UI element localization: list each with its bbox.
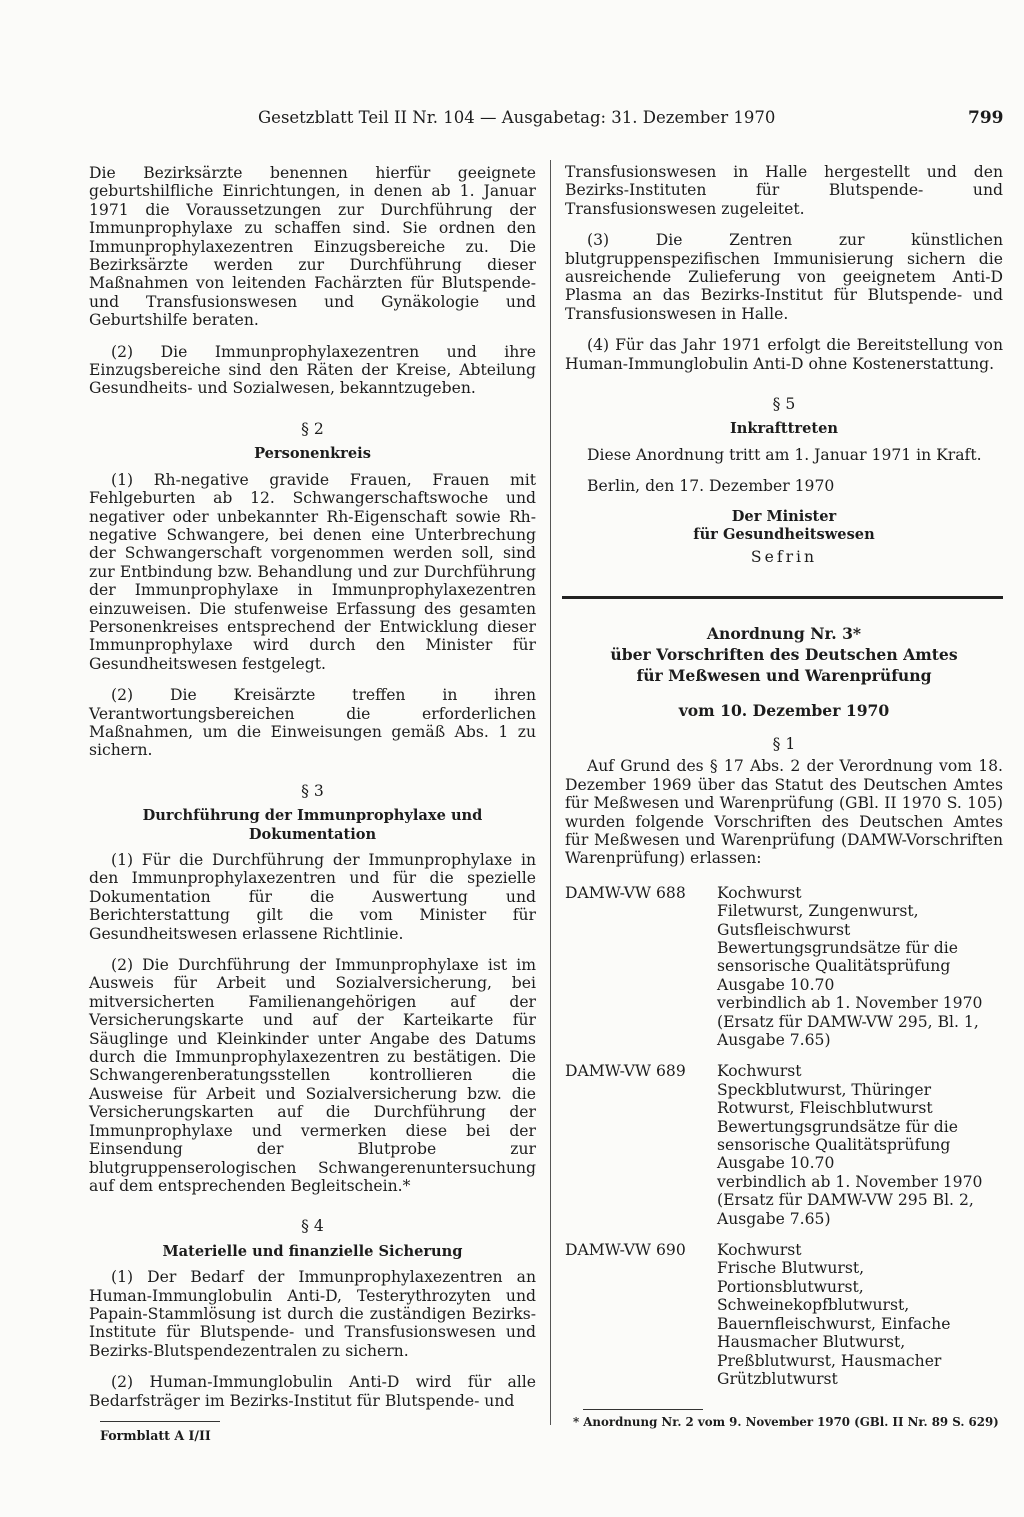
signature-title-2: für Gesundheitswesen — [693, 526, 875, 544]
dawm-edition: Ausgabe 10.70 — [717, 1154, 835, 1173]
section-1-text: Auf Grund des § 17 Abs. 2 der Verordnung vom 18. Dezember 1969 über das Statut des Deutschen Amtes für Meßwesen und Warenprüfung (GBl. II 1970 S. 105) wurden folgende Vorschriften des Deutschen Amtes für Meßwesen und Warenprüfung (DAMW-Vorschriften Warenprüfung) erlassen: — [565, 757, 1003, 868]
dawm-binding: verbindlich ab 1. November 1970 — [717, 1172, 983, 1191]
ordinance-title — [565, 623, 1003, 686]
ordinance-title-line-1: Anordnung Nr. 3* — [706, 623, 862, 643]
dawm-details — [717, 884, 1003, 1050]
section-4-title: Materielle und finanzielle Sicherung — [162, 1242, 463, 1260]
footnote-rule — [100, 1421, 220, 1422]
section-3-paragraph-2: (2) Die Durchführung der Immunprophylaxe ist im Ausweis für Arbeit und Sozialversicherung, bei mitversicherten Familienangehörigen auf der Versicherungskarte und auf der Karteikarte für Säuglinge und Kleinkinder unter Angabe des Datums durch die Immunprophylaxezentren zu bestätigen. Die Schwangerenberatungsstellen kontrollieren die Ausweise für Arbeit und Sozialversicherung bzw. die Versicherungskarten auf die Durchführung der Immunprophylaxe und vermerken diese bei der Einsendung der Blutprobe zur blutgruppenserologischen Schwangerenuntersuchung auf dem entsprechenden Begleitschein.* — [89, 956, 536, 1195]
dawm-details — [717, 1062, 1003, 1228]
dawm-binding: verbindlich ab 1. November 1970 — [717, 994, 983, 1013]
section-separator — [562, 596, 1003, 599]
footnote-right — [573, 1409, 1013, 1429]
dawm-principles: Bewertungsgrundsätze für die sensorische Qualitätsprüfung — [717, 938, 958, 976]
dawm-edition: Ausgabe 10.70 — [717, 975, 835, 994]
section-3-title-line-1: Durchführung der Immunprophylaxe und — [142, 807, 483, 825]
section-5-title: Inkrafttreten — [729, 420, 839, 438]
ordinance-title-line-2: über Vorschriften des Deutschen Amtes — [610, 644, 958, 664]
section-3-title-line-2: Dokumentation — [248, 825, 377, 843]
dawm-code: DAMW-VW 688 — [565, 883, 686, 902]
signature-title-1: Der Minister — [731, 507, 837, 525]
footnote-left — [100, 1421, 250, 1443]
dawm-name: Kochwurst — [717, 1241, 802, 1260]
dawm-name: Kochwurst — [717, 883, 802, 902]
paragraph-1-2: (2) Die Immunprophylaxezentren und ihre Einzugsbereiche sind den Räten der Kreise, Abteilung Gesundheits- und Sozialwesen, bekanntzugeben. — [89, 342, 536, 398]
page-number: 799 — [968, 108, 1004, 128]
dawm-code: DAMW-VW 689 — [565, 1062, 686, 1081]
section-1-number: § 1 — [772, 734, 796, 753]
paragraph-intro: Die Bezirksärzte benennen hierfür geeignete geburtshilfliche Einrichtungen, in denen ab 1. Januar 1971 die Voraussetzungen zur Durchführung der Immunprophylaxe zu schaffen sind. Sie ordnen den Immunprophylaxezentren Einzugsbereiche zu. Die Bezirksärzte werden zur Durchführung dieser Maßnahmen von leitenden Fachärzten für Blutspende- und Transfusionswesen und Gynäkologie und Geburtshilfe beraten. — [89, 164, 536, 330]
place-and-date: Berlin, den 17. Dezember 1970 — [587, 477, 835, 496]
paragraph-4: (4) Für das Jahr 1971 erfolgt die Bereitstellung von Human-Immunglobulin Anti-D ohne Kostenerstattung. — [565, 336, 1003, 373]
column-divider — [550, 160, 551, 1425]
section-5-number: § 5 — [772, 395, 796, 414]
dawm-products: Speckblutwurst, Thüringer Rotwurst, Fleischblutwurst — [717, 1080, 933, 1118]
section-2-paragraph-2: (2) Die Kreisärzte treffen in ihren Verantwortungsbereichen die erforderlichen Maßnahmen, um die Einweisungen gemäß Abs. 1 zu sichern. — [89, 686, 536, 760]
dawm-entry-689 — [565, 1062, 1003, 1228]
dawm-products: Filetwurst, Zungenwurst, Gutsfleischwurst — [717, 902, 919, 939]
ordinance-title-line-3: für Meßwesen und Warenprüfung — [636, 665, 932, 685]
section-3-number: § 3 — [301, 781, 324, 800]
ordinance-date: vom 10. Dezember 1970 — [678, 700, 890, 720]
dawm-details — [717, 1241, 1003, 1388]
right-column — [565, 163, 1003, 1388]
section-3-paragraph-1: (1) Für die Durchführung der Immunprophylaxe in den Immunprophylaxezentren und für die spezielle Dokumentation für die Auswertung und Berichterstattung gilt die vom Minister für Gesundheitswesen erlassene Richtlinie. — [89, 851, 536, 943]
paragraph-continued: Transfusionswesen in Halle hergestellt und den Bezirks-Instituten für Blutspende- und Transfusionswesen zugeleitet. — [565, 163, 1003, 218]
footnote-text: * Anordnung Nr. 2 vom 9. November 1970 (GBl. II Nr. 89 S. 629) — [573, 1415, 999, 1429]
section-5-text: Diese Anordnung tritt am 1. Januar 1971 in Kraft. — [587, 445, 982, 464]
dawm-code: DAMW-VW 690 — [565, 1241, 686, 1260]
section-4-paragraph-1: (1) Der Bedarf der Immunprophylaxezentren an Human-Immunglobulin Anti-D, Testerythrozyten und Papain-Stammlösung ist durch die zuständigen Bezirks-Institute für Blutspende- und Transfusionswesen und Bezirks-Blutspendezentralen zu sichern. — [89, 1268, 536, 1360]
dawm-entry-690 — [565, 1241, 1003, 1388]
form-reference: Formblatt A I/II — [100, 1428, 211, 1443]
dawm-products: Frische Blutwurst, Portionsblutwurst, Schweinekopfblutwurst, Bauernfleischwurst, Einfache Hausmacher Blutwurst, Preßblutwurst, Hausmacher Grützblutwurst — [717, 1259, 951, 1388]
page-header — [258, 108, 1008, 127]
dawm-replacement: (Ersatz für DAMW-VW 295, Bl. 1, Ausgabe 7.65) — [717, 1012, 979, 1049]
signature-name: Sefrin — [750, 547, 818, 566]
section-2-number: § 2 — [301, 419, 324, 438]
dawm-replacement: (Ersatz für DAMW-VW 295 Bl. 2, Ausgabe 7.65) — [717, 1191, 974, 1228]
paragraph-3: (3) Die Zentren zur künstlichen blutgruppenspezifischen Immunisierung sichern die ausreichende Zulieferung von geeignetem Anti-D Plasma an das Bezirks-Institut für Blutspende- und Transfusionswesen in Halle. — [565, 231, 1003, 323]
section-4-number: § 4 — [301, 1217, 324, 1236]
section-2-title: Personenkreis — [254, 445, 371, 463]
section-4-paragraph-2: (2) Human-Immunglobulin Anti-D wird für alle Bedarfsträger im Bezirks-Institut für Blutspende- und — [89, 1373, 536, 1410]
dawm-principles: Bewertungsgrundsätze für die sensorische Qualitätsprüfung — [717, 1117, 958, 1155]
dawm-name: Kochwurst — [717, 1062, 802, 1081]
dawm-entry-688 — [565, 884, 1003, 1050]
section-2-paragraph-1: (1) Rh-negative gravide Frauen, Frauen mit Fehlgeburten ab 12. Schwangerschaftswoche und negativer oder unbekannter Rh-Eigenschaft sowie Rh-negative Schwangere, bei denen eine Unterbrechung der Schwangerschaft vorgenommen werden soll, sind zur Entbindung bzw. Behandlung und zur Durchführung der Immunprophylaxe in Immunprophylaxezentren einzuweisen. Die stufenweise Erfassung des gesamten Personenkreises entsprechend der Entwicklung dieser Immunprophylaxe wird durch den Minister für Gesundheitswesen festgelegt. — [89, 470, 536, 673]
header-title: Gesetzblatt Teil II Nr. 104 — Ausgabetag: 31. Dezember 1970 — [258, 108, 776, 127]
left-column — [89, 164, 536, 1410]
footnote-rule — [583, 1409, 703, 1410]
section-3-title — [89, 807, 536, 844]
